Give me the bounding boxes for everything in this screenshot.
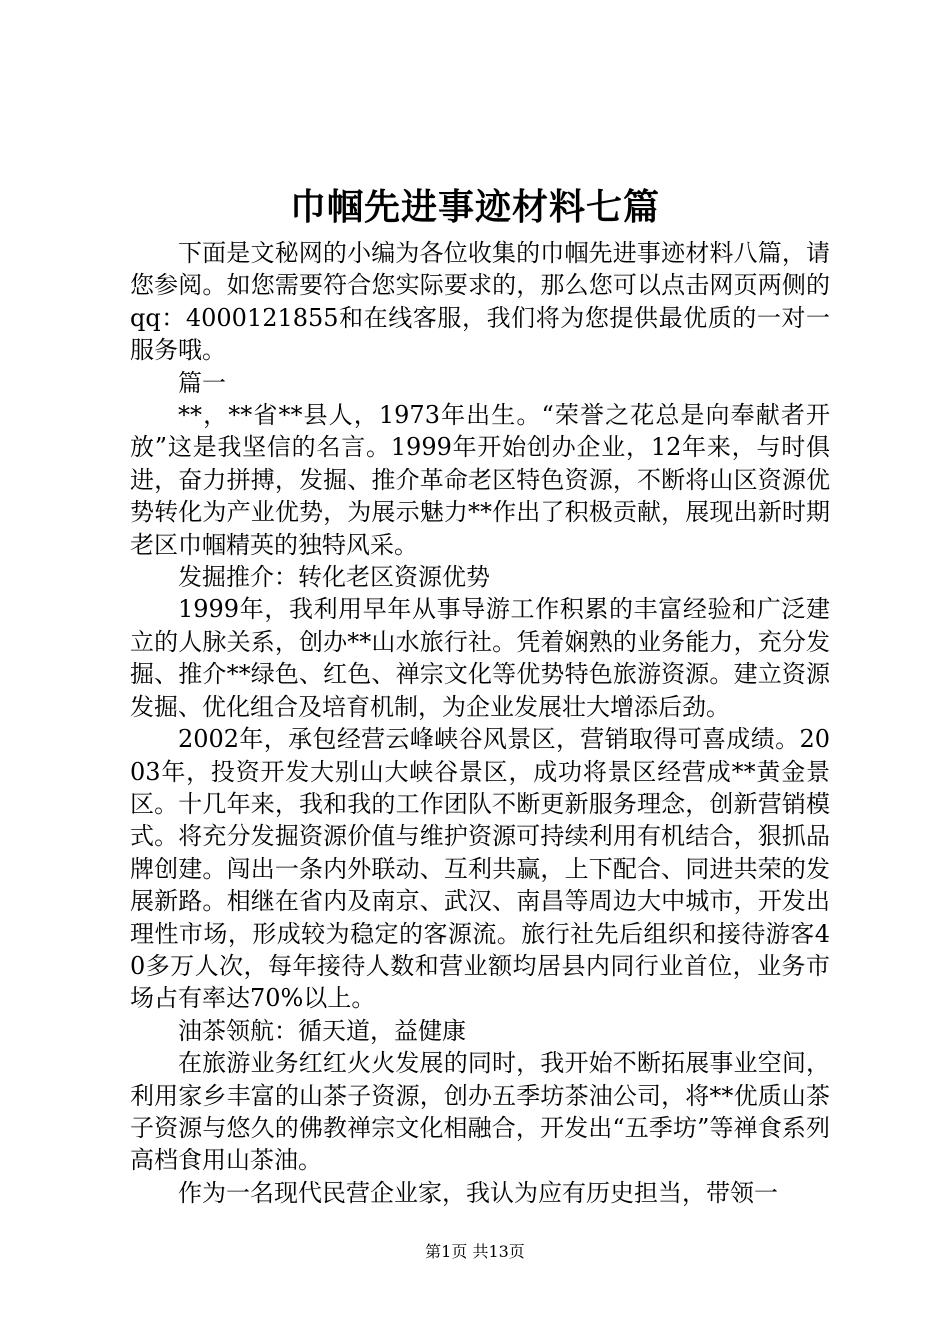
profile-paragraph: **，**省**县人，1973年出生。“荣誉之花总是向奉献者开放”这是我坚信的名言。1999年开始创办企业，12年来，与时俱进，奋力拼搏，发掘、推介革命老区特色资源，不断将山区资源优势转化为产业优势，为展示魅力**作出了积极贡献，展现出新时期老区巾帼精英的独特风采。 bbox=[130, 401, 830, 559]
document-title: 巾帼先进事迹材料七篇 bbox=[289, 187, 660, 228]
entrepreneur-paragraph: 作为一名现代民营企业家，我认为应有历史担当，带领一 bbox=[178, 1178, 778, 1207]
page-number-footer: 第1页 共13页 bbox=[425, 1242, 525, 1261]
subheading-resource-promotion: 发掘推介：转化老区资源优势 bbox=[178, 563, 490, 592]
section-heading-part-one: 篇一 bbox=[178, 368, 226, 397]
tea-oil-paragraph: 在旅游业务红红火火发展的同时，我开始不断拓展事业空间，利用家乡丰富的山茶子资源，创办五季坊茶油公司，将**优质山茶子资源与悠久的佛教禅宗文化相融合，开发出“五季坊”等禅食系列高档食用山茶油。 bbox=[130, 1049, 830, 1175]
subheading-tea-oil: 油茶领航：循天道，益健康 bbox=[178, 1016, 466, 1045]
scenic-area-paragraph: 2002年，承包经营云峰峡谷风景区，营销取得可喜成绩。2003年，投资开发大别山大峡谷景区，成功将景区经营成**黄金景区。十几年来，我和我的工作团队不断更新服务理念，创新营销模式。将充分发掘资源价值与维护资源可持续利用有机结合，狠抓品牌创建。闯出一条内外联动、互利共赢，上下配合、同进共荣的发展新路。相继在省内及南京、武汉、南昌等周边大中城市，开发出理性市场，形成较为稳定的客源流。旅行社先后组织和接待游客40多万人次，每年接待人数和营业额均居县内同行业首位，业务市场占有率达70%以上。 bbox=[130, 725, 830, 1013]
document-body bbox=[130, 237, 830, 1209]
travel-agency-paragraph: 1999年，我利用早年从事导游工作积累的丰富经验和广泛建立的人脉关系，创办**山水旅行社。凭着娴熟的业务能力，充分发掘、推介**绿色、红色、禅宗文化等优势特色旅游资源。建立资源发掘、优化组合及培育机制，为企业发展壮大增添后劲。 bbox=[130, 595, 830, 721]
intro-paragraph: 下面是文秘网的小编为各位收集的巾帼先进事迹材料八篇，请您参阅。如您需要符合您实际要求的，那么您可以点击网页两侧的qq：4000121855和在线客服，我们将为您提供最优质的一对一服务哦。 bbox=[130, 239, 830, 365]
